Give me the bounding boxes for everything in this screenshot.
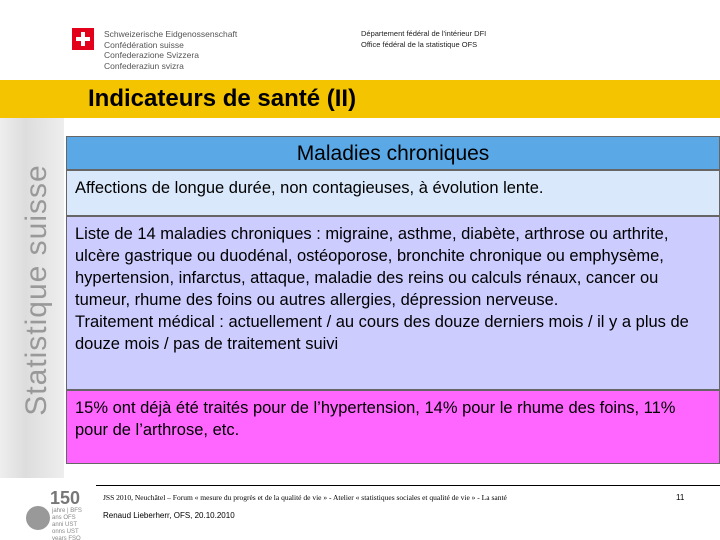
disease-list-box (66, 216, 720, 390)
definition-box (66, 170, 720, 216)
page-number: 11 (676, 493, 685, 502)
footer-divider (96, 485, 720, 486)
disease-list-text: Liste de 14 maladies chroniques : migraine, asthme, diabète, arthrose ou arthrite, ulcère gastrique ou duodénal, ostéoporose, bronchite chronique ou emphysème, hypertension, infarctus, attaque, maladie des reins ou calculs rénaux, cancer ou tumeur, rhume des foins ou autres allergies, dépression nerveuse. (75, 225, 669, 309)
confederation-line: Confederaziun svizra (104, 60, 184, 71)
department-line: Département fédéral de l'intérieur DFI (361, 29, 487, 38)
confederation-line: Confederazione Svizzera (104, 50, 199, 60)
logo-small-line: jahre | BFS (52, 508, 82, 514)
treatment-text: Traitement médical : actuellement / au cours des douze derniers mois / il y a plus de douze mois / pas de traitement suivi (75, 313, 689, 353)
statistic-text: 15% ont déjà été traités pour de l’hypertension, 14% pour le rhume des foins, 11% pour de l’arthrose, etc. (75, 399, 676, 439)
logo-small-line: years FSO (52, 536, 81, 540)
logo-small-text (52, 508, 82, 540)
department-line: Office fédéral de la statistique OFS (361, 39, 478, 49)
section-heading: Maladies chroniques (296, 142, 490, 165)
footer-author: Renaud Lieberherr, OFS, 20.10.2010 (103, 511, 235, 520)
sidebar-text: Statistique suisse (20, 164, 53, 416)
confederation-line: Confédération suisse (104, 39, 184, 50)
logo-small-line: ans OFS (52, 515, 76, 521)
fso-150-logo (12, 488, 92, 540)
heading-box (66, 136, 720, 170)
logo-number: 150 (50, 488, 81, 508)
confederation-line: Schweizerische Eidgenossenschaft (104, 29, 238, 39)
logo-small-line: onns UST (52, 529, 79, 535)
confederation-names (104, 29, 237, 71)
definition-text: Affections de longue durée, non contagieuses, à évolution lente. (75, 179, 544, 197)
page-header (0, 0, 720, 78)
swiss-flag-icon (72, 28, 94, 50)
logo-small-line: anni UST (52, 522, 78, 528)
footer-event: JSS 2010, Neuchâtel – Forum « mesure du progrès et de la qualité de vie » - Atelier « statistiques sociales et qualité de vie » - La santé (103, 493, 507, 502)
department-names (361, 29, 486, 50)
title-band (0, 80, 720, 118)
statistic-box (66, 390, 720, 464)
sidebar-banner (0, 118, 64, 478)
slide-title: Indicateurs de santé (II) (88, 85, 357, 112)
logo-circle-icon (26, 506, 50, 530)
